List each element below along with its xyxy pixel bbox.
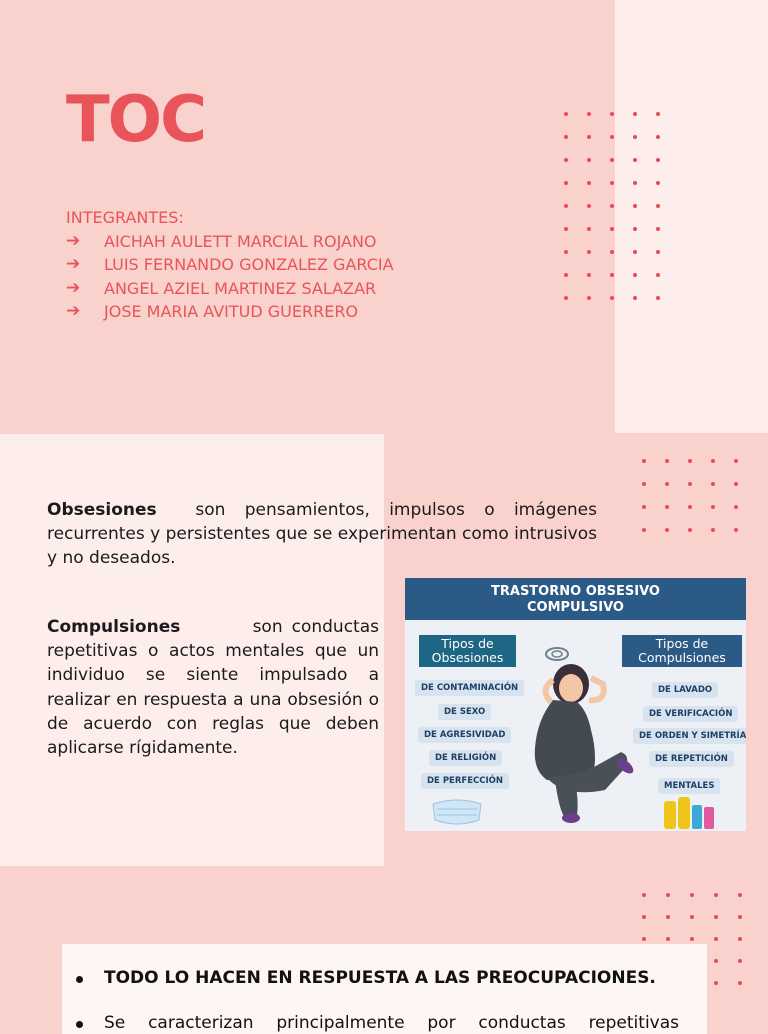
- obsesion-type-pill: DE SEXO: [438, 704, 491, 720]
- dot: [642, 893, 646, 897]
- members-list: [66, 230, 394, 324]
- face-mask-icon: [429, 794, 485, 828]
- dot: [656, 273, 660, 277]
- header-line: Tipos de: [655, 636, 709, 651]
- dot: [564, 273, 568, 277]
- arrow-right-icon: ➔: [66, 230, 81, 251]
- infographic-title-line: COMPULSIVO: [527, 600, 624, 615]
- summary-word: por: [427, 1013, 456, 1033]
- arrow-right-icon: ➔: [66, 301, 81, 321]
- anxious-woman-illustration: [525, 640, 640, 825]
- obsesiones-term: Obsesiones: [47, 500, 157, 520]
- member-item: [66, 277, 394, 301]
- dot: [642, 528, 646, 532]
- dot: [564, 204, 568, 208]
- dot: [714, 937, 718, 941]
- dot: [738, 915, 742, 919]
- dot: [642, 937, 646, 941]
- dot: [734, 528, 738, 532]
- dot: [564, 227, 568, 231]
- compulsion-type-pill: DE ORDEN Y SIMETRÍA: [633, 728, 746, 744]
- dot: [564, 158, 568, 162]
- compulsion-type-pill: DE REPETICIÓN: [649, 751, 734, 767]
- dot: [633, 296, 637, 300]
- dot: [666, 893, 670, 897]
- dot: [734, 505, 738, 509]
- dot: [633, 158, 637, 162]
- dot: [610, 112, 614, 116]
- page-title: TOC: [66, 83, 206, 157]
- dot: [587, 135, 591, 139]
- compulsiones-term: Compulsiones: [47, 617, 181, 637]
- dot: [610, 181, 614, 185]
- dot: [714, 981, 718, 985]
- cleaning-products-icon: [660, 793, 720, 830]
- dot: [587, 296, 591, 300]
- dot: [690, 937, 694, 941]
- dot: [610, 273, 614, 277]
- dot: [738, 959, 742, 963]
- compulsiones-text: son conductas repetitivas o actos mentales que un individuo se siente impulsado a realizar en respuesta a una obsesión o de acuerdo con reglas que deben aplicarse rígidamente.: [47, 617, 379, 759]
- member-item: [66, 230, 394, 254]
- infographic-title-line: TRASTORNO OBSESIVO: [491, 584, 660, 599]
- dot: [633, 227, 637, 231]
- dot-grid-decoration: [564, 112, 660, 300]
- summary-word: repetitivas: [588, 1013, 679, 1033]
- dot: [714, 915, 718, 919]
- summary-item: TODO LO HACEN EN RESPUESTA A LAS PREOCUPACIONES.: [104, 968, 656, 988]
- dot: [633, 204, 637, 208]
- dot: [656, 250, 660, 254]
- summary-word: Se: [104, 1013, 126, 1033]
- dot: [688, 505, 692, 509]
- obsesiones-text: son pensamientos, impulsos o imágenes recurrentes y persistentes que se experimentan como intrusivos y no deseados.: [47, 500, 598, 569]
- dot: [564, 296, 568, 300]
- dot: [738, 981, 742, 985]
- arrow-right-icon: ➔: [66, 254, 81, 274]
- dot: [665, 459, 669, 463]
- arrow-right-icon: ➔: [66, 277, 81, 298]
- dot: [738, 937, 742, 941]
- dot: [564, 181, 568, 185]
- dot: [711, 528, 715, 532]
- dot: [642, 915, 646, 919]
- dot: [656, 204, 660, 208]
- dot: [587, 112, 591, 116]
- members-section: [66, 206, 394, 324]
- dot: [610, 135, 614, 139]
- obsesiones-definition: [47, 498, 597, 571]
- dot: [610, 250, 614, 254]
- dot: [642, 459, 646, 463]
- summary-word: caracterizan: [148, 1013, 254, 1033]
- summary-item: [104, 1013, 679, 1033]
- dot: [688, 528, 692, 532]
- dot: [633, 112, 637, 116]
- compulsiones-definition: [47, 615, 379, 760]
- dot: [587, 204, 591, 208]
- compulsion-type-pill: MENTALES: [658, 778, 720, 794]
- dot: [656, 296, 660, 300]
- dot: [587, 181, 591, 185]
- infographic-title: [405, 578, 746, 620]
- dot: [690, 915, 694, 919]
- dot: [610, 204, 614, 208]
- header-line: Compulsiones: [638, 650, 726, 665]
- dot: [633, 273, 637, 277]
- dot: [666, 915, 670, 919]
- dot: [656, 181, 660, 185]
- dot: [711, 459, 715, 463]
- member-name: ANGEL AZIEL MARTINEZ SALAZAR: [104, 278, 377, 298]
- dot: [688, 482, 692, 486]
- dot: [610, 296, 614, 300]
- dot: [711, 505, 715, 509]
- summary-card: [62, 944, 707, 1034]
- obsesion-type-pill: DE PERFECCIÓN: [421, 773, 509, 789]
- dot: [714, 959, 718, 963]
- obsesion-type-pill: DE AGRESIVIDAD: [418, 727, 511, 743]
- dot-grid-decoration: [642, 459, 738, 532]
- dot: [642, 505, 646, 509]
- dot: [711, 482, 715, 486]
- dot: [734, 459, 738, 463]
- dot: [587, 273, 591, 277]
- summary-word: principalmente: [276, 1013, 405, 1033]
- header-line: Tipos de: [441, 636, 494, 651]
- dot: [714, 893, 718, 897]
- obsesion-type-pill: DE RELIGIÓN: [429, 750, 502, 766]
- compulsiones-types-header: [622, 635, 742, 667]
- obsesion-type-pill: DE CONTAMINACIÓN: [415, 680, 524, 696]
- member-name: AICHAH AULETT MARCIAL ROJANO: [104, 231, 377, 251]
- dot: [633, 135, 637, 139]
- dot: [642, 482, 646, 486]
- member-item: [66, 253, 394, 277]
- member-item: [66, 300, 394, 324]
- dot: [564, 250, 568, 254]
- dot: [564, 112, 568, 116]
- dot: [656, 227, 660, 231]
- member-name: JOSE MARIA AVITUD GUERRERO: [104, 302, 359, 321]
- members-heading: INTEGRANTES:: [66, 208, 184, 227]
- dot: [656, 135, 660, 139]
- dot: [738, 893, 742, 897]
- compulsion-type-pill: DE VERIFICACIÓN: [643, 706, 738, 722]
- toc-infographic: [405, 578, 746, 831]
- dot: [633, 181, 637, 185]
- summary-word: conductas: [478, 1013, 566, 1033]
- header-line: Obsesiones: [431, 650, 504, 665]
- dot: [665, 505, 669, 509]
- dot: [665, 528, 669, 532]
- dot: [688, 459, 692, 463]
- dot: [665, 482, 669, 486]
- member-name: LUIS FERNANDO GONZALEZ GARCIA: [104, 255, 394, 274]
- dot: [633, 250, 637, 254]
- dot: [656, 158, 660, 162]
- dot: [610, 158, 614, 162]
- obsesiones-types-header: [419, 635, 516, 667]
- dot: [610, 227, 614, 231]
- dot: [587, 250, 591, 254]
- compulsion-type-pill: DE LAVADO: [652, 682, 718, 698]
- dot: [564, 135, 568, 139]
- dot: [690, 893, 694, 897]
- dot: [587, 158, 591, 162]
- dot: [656, 112, 660, 116]
- dot: [587, 227, 591, 231]
- dot: [734, 482, 738, 486]
- dot: [666, 937, 670, 941]
